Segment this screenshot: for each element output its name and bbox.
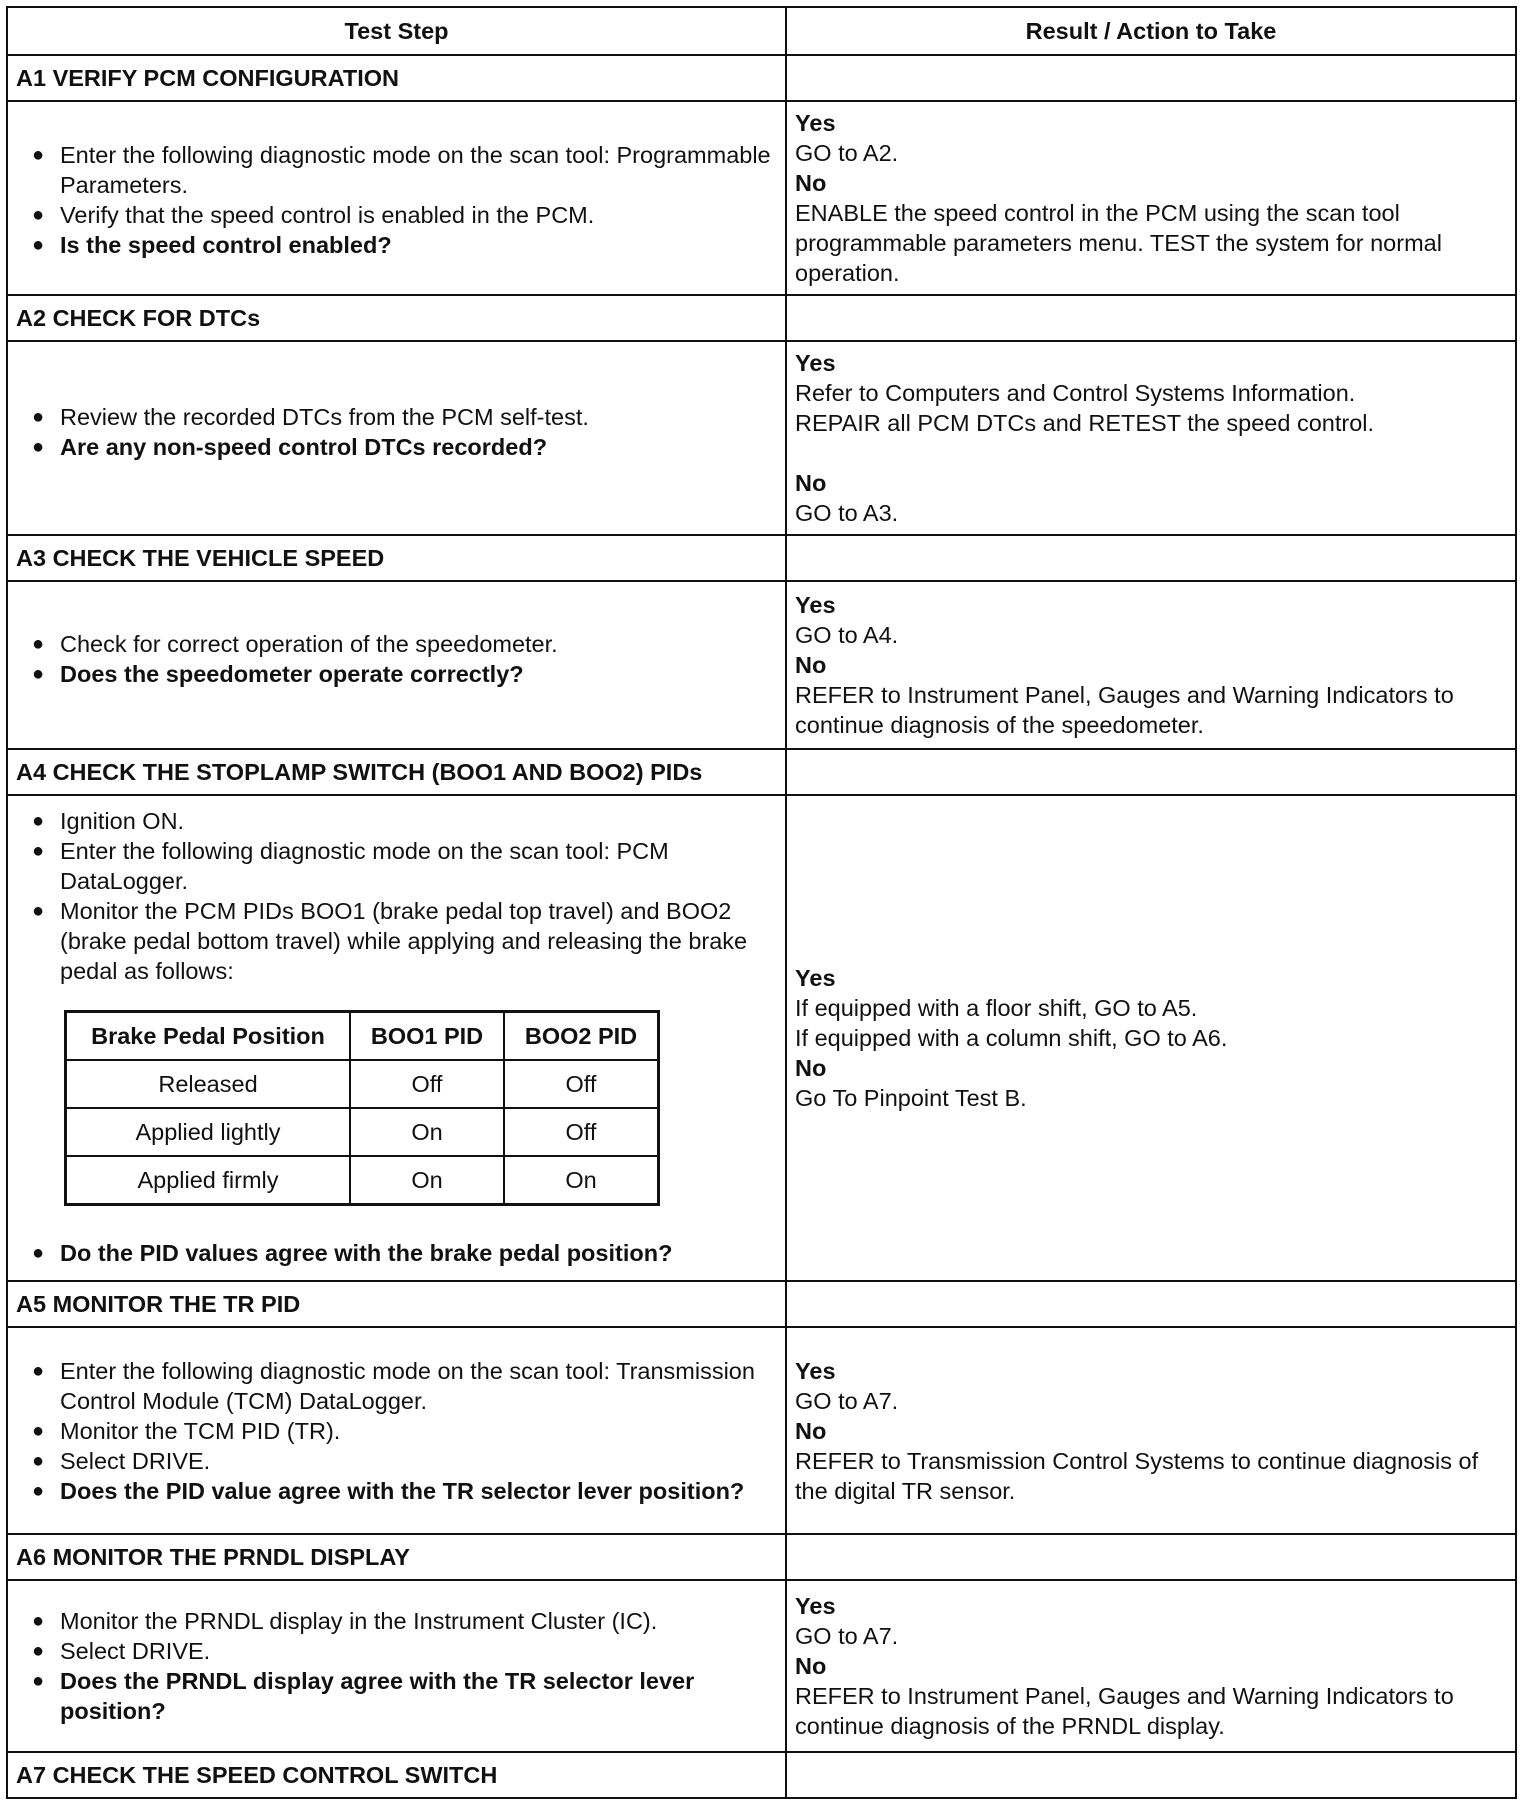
yes-action: GO to A2. xyxy=(795,140,899,166)
pedal-table-header xyxy=(66,1012,659,1061)
bullet-question: ● Does the PRNDL display agree with the TR selector lever position? xyxy=(16,1666,777,1726)
step-a4-title-row xyxy=(7,749,1516,795)
no-label: No xyxy=(795,652,827,678)
bullet-item: ● Check for correct operation of the speedometer. xyxy=(16,629,777,659)
step-title: A7 CHECK THE SPEED CONTROL SWITCH xyxy=(7,1752,786,1798)
no-action: REFER to Instrument Panel, Gauges and Warning Indicators to continue diagnosis of the speedometer. xyxy=(795,682,1454,738)
bullet-item: ● Enter the following diagnostic mode on the scan tool: PCM DataLogger. xyxy=(16,836,777,896)
step-title: A6 MONITOR THE PRNDL DISPLAY xyxy=(7,1534,786,1580)
empty-cell xyxy=(786,55,1516,101)
no-label: No xyxy=(795,170,827,196)
step-results xyxy=(786,581,1516,749)
yes-action: REPAIR all PCM DTCs and RETEST the speed control. xyxy=(795,410,1375,436)
yes-action: GO to A7. xyxy=(795,1623,899,1649)
no-action: REFER to Transmission Control Systems to continue diagnosis of the digital TR sensor. xyxy=(795,1447,1479,1504)
step-results xyxy=(786,1327,1516,1534)
step-a1-title-row xyxy=(7,55,1516,101)
step-instructions xyxy=(7,341,786,535)
yes-label: Yes xyxy=(795,965,836,991)
bullet-item: ● Select DRIVE. xyxy=(16,1446,777,1476)
pedal-table-row xyxy=(66,1060,659,1108)
empty-cell xyxy=(786,535,1516,581)
yes-action: GO to A7. xyxy=(795,1387,899,1414)
no-label: No xyxy=(795,470,827,496)
pedal-position-cell: Released xyxy=(66,1060,351,1108)
yes-action: Refer to Computers and Control Systems Information. xyxy=(795,380,1356,406)
step-results xyxy=(786,1580,1516,1752)
step-a3-title-row xyxy=(7,535,1516,581)
step-instructions xyxy=(7,101,786,295)
empty-cell xyxy=(786,295,1516,341)
bullet-item: ● Ignition ON. xyxy=(16,806,777,836)
step-a6-body-row xyxy=(7,1580,1516,1752)
yes-label: Yes xyxy=(795,1357,836,1384)
yes-action: If equipped with a column shift, GO to A6. xyxy=(795,1025,1228,1051)
step-title: A3 CHECK THE VEHICLE SPEED xyxy=(7,535,786,581)
step-title: A1 VERIFY PCM CONFIGURATION xyxy=(7,55,786,101)
bullet-item: ● Enter the following diagnostic mode on the scan tool: Transmission Control Module (TCM) DataLogger. xyxy=(16,1356,777,1416)
no-label: No xyxy=(795,1055,827,1081)
no-action: REFER to Instrument Panel, Gauges and Warning Indicators to continue diagnosis of the PRNDL display. xyxy=(795,1683,1454,1739)
step-a4-body-row xyxy=(7,795,1516,1281)
boo1-cell: Off xyxy=(350,1060,504,1108)
bullet-item: ● Verify that the speed control is enabled in the PCM. xyxy=(16,200,777,230)
bullet-item: ● Select DRIVE. xyxy=(16,1636,777,1666)
result-header: Result / Action to Take xyxy=(786,7,1516,55)
step-a7-title-row xyxy=(7,1752,1516,1798)
bullet-item: ● Monitor the PCM PIDs BOO1 (brake pedal top travel) and BOO2 (brake pedal bottom travel) while applying and releasing the brake pedal as follows: xyxy=(16,896,777,986)
boo1-cell: On xyxy=(350,1108,504,1156)
empty-cell xyxy=(786,1534,1516,1580)
pedal-table-row xyxy=(66,1108,659,1156)
no-label: No xyxy=(795,1653,827,1679)
step-instructions xyxy=(7,1580,786,1752)
step-a6-title-row xyxy=(7,1534,1516,1580)
boo2-cell: On xyxy=(504,1156,659,1205)
pedal-header-boo1: BOO1 PID xyxy=(350,1012,504,1061)
yes-action: If equipped with a floor shift, GO to A5. xyxy=(795,995,1198,1021)
header-row xyxy=(7,7,1516,55)
yes-label: Yes xyxy=(795,350,836,376)
empty-cell xyxy=(786,1281,1516,1327)
pedal-header-boo2: BOO2 PID xyxy=(504,1012,659,1061)
test-step-header: Test Step xyxy=(7,7,786,55)
yes-label: Yes xyxy=(795,592,836,618)
bullet-question: ● Does the PID value agree with the TR selector lever position? xyxy=(16,1476,777,1506)
boo2-cell: Off xyxy=(504,1108,659,1156)
step-instructions xyxy=(7,581,786,749)
no-action: ENABLE the speed control in the PCM using the scan tool programmable parameters menu. TEST the system for normal operation. xyxy=(795,200,1442,286)
yes-label: Yes xyxy=(795,1593,836,1619)
step-a1-body-row xyxy=(7,101,1516,295)
pedal-header-position: Brake Pedal Position xyxy=(66,1012,351,1061)
diagnostic-table xyxy=(6,6,1517,1799)
step-a5-body-row xyxy=(7,1327,1516,1534)
pedal-position-cell: Applied lightly xyxy=(66,1108,351,1156)
yes-label: Yes xyxy=(795,110,836,136)
bullet-item: ● Enter the following diagnostic mode on the scan tool: Programmable Parameters. xyxy=(16,140,777,200)
bullet-question: ● Is the speed control enabled? xyxy=(16,230,777,260)
bullet-item: ● Review the recorded DTCs from the PCM self-test. xyxy=(16,402,777,432)
bullet-question: ● Does the speedometer operate correctly? xyxy=(16,659,777,689)
step-a2-title-row xyxy=(7,295,1516,341)
no-label: No xyxy=(795,1417,827,1444)
step-title: A2 CHECK FOR DTCs xyxy=(7,295,786,341)
step-instructions xyxy=(7,1327,786,1534)
empty-cell xyxy=(786,1752,1516,1798)
bullet-question: ● Are any non-speed control DTCs recorded? xyxy=(16,432,777,462)
step-a5-title-row xyxy=(7,1281,1516,1327)
pedal-table-row xyxy=(66,1156,659,1205)
step-title: A4 CHECK THE STOPLAMP SWITCH (BOO1 AND BOO2) PIDs xyxy=(7,749,786,795)
step-instructions xyxy=(7,795,786,1281)
pedal-position-cell: Applied firmly xyxy=(66,1156,351,1205)
bullet-item: ● Monitor the PRNDL display in the Instrument Cluster (IC). xyxy=(16,1606,777,1636)
boo1-cell: On xyxy=(350,1156,504,1205)
bullet-question: ● Do the PID values agree with the brake pedal position? xyxy=(16,1238,777,1268)
no-action: Go To Pinpoint Test B. xyxy=(795,1085,1027,1111)
step-results xyxy=(786,101,1516,295)
step-title: A5 MONITOR THE TR PID xyxy=(7,1281,786,1327)
bullet-item: ● Monitor the TCM PID (TR). xyxy=(16,1416,777,1446)
yes-action: GO to A4. xyxy=(795,622,899,648)
step-a2-body-row xyxy=(7,341,1516,535)
no-action: GO to A3. xyxy=(795,500,899,526)
brake-pedal-table xyxy=(64,1010,660,1206)
step-results xyxy=(786,795,1516,1281)
boo2-cell: Off xyxy=(504,1060,659,1108)
empty-cell xyxy=(786,749,1516,795)
step-a3-body-row xyxy=(7,581,1516,749)
step-results xyxy=(786,341,1516,535)
